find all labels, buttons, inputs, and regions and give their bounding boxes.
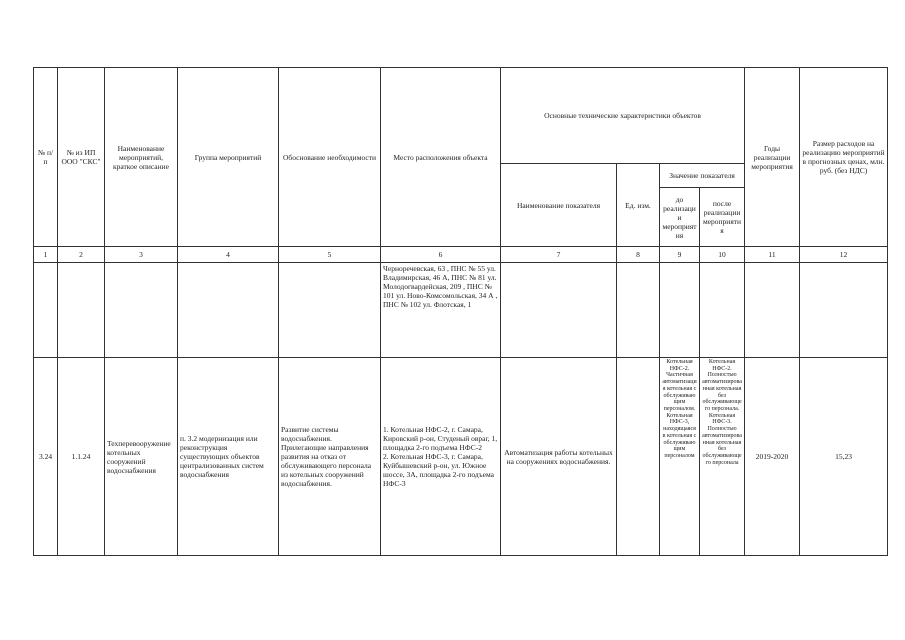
table-cell — [58, 263, 105, 358]
table-cell — [800, 263, 888, 358]
object-location: 1. Котельная НФС-2, г. Самара, Кировский р-он, Студеный овраг, 1, площадка 2-го подъема НФС-2 2. Котельная НФС-3, г. Самара, Куйбышевский р-он, ул. Южное шоссе, 3А, площадка 2-го подъема НФС-3 — [381, 358, 501, 556]
table-cell — [700, 263, 745, 358]
header-tech-characteristics: Основные технические характеристики объектов — [501, 68, 745, 164]
header-justification: Обоснование необходимости — [279, 68, 381, 247]
table-cell — [279, 263, 381, 358]
header-group: Группа мероприятий — [178, 68, 279, 247]
value-after: Котельная НФС-2. Полностью автоматизированная котельная без обслуживающего персонала. Котельная НФС-3. Полностью автоматизированная котельная без обслуживающего персонала — [700, 358, 745, 556]
table-row — [34, 358, 888, 556]
header-cost: Размер расходов на реализацию мероприятий в прогнозных ценах, млн. руб. (без НДС) — [800, 68, 888, 247]
value-before: Котельная НФС-2. Частичная автоматизация котельная с обслуживающим персоналом. Котельная НФС-3, находящаяся в котельная с обслуживающим персоналом — [660, 358, 700, 556]
column-number: 3 — [105, 247, 178, 263]
column-number: 1 — [34, 247, 58, 263]
column-number: 4 — [178, 247, 279, 263]
column-number: 10 — [700, 247, 745, 263]
table-cell — [105, 263, 178, 358]
column-number: 11 — [745, 247, 800, 263]
continuation-row — [34, 263, 888, 358]
column-number: 2 — [58, 247, 105, 263]
column-number: 12 — [800, 247, 888, 263]
measure-group: п. 3.2 модернизация или реконструкция существующих объектов централизованных систем водоснабжения — [178, 358, 279, 556]
column-number: 9 — [660, 247, 700, 263]
header-name: Наименование мероприятий, краткое описание — [105, 68, 178, 247]
header-years: Годы реализации мероприятия — [745, 68, 800, 247]
column-numbers-row — [34, 247, 888, 263]
header-indicator-values: Значение показателя — [660, 164, 745, 188]
table-cell — [34, 263, 58, 358]
header-num: № п/п — [34, 68, 58, 247]
table-cell — [501, 263, 617, 358]
column-number: 5 — [279, 247, 381, 263]
row-number: 3.24 — [34, 358, 58, 556]
measure-name: Техперевооружение котельных сооружений водоснабжения — [105, 358, 178, 556]
header-ip-num: № из ИП ООО "СКС" — [58, 68, 105, 247]
unit — [617, 358, 660, 556]
cost-value: 15,23 — [800, 358, 888, 556]
header-after: после реализации мероприятия — [700, 188, 745, 247]
header-location: Место расположения объекта — [381, 68, 501, 247]
header-row-top — [34, 68, 888, 164]
ip-number: 1.1.24 — [58, 358, 105, 556]
header-before: до реализации мероприятия — [660, 188, 700, 247]
investment-program-table — [33, 67, 888, 556]
column-number: 7 — [501, 247, 617, 263]
header-indicator-name: Наименование показателя — [501, 164, 617, 247]
table-cell — [660, 263, 700, 358]
column-number: 6 — [381, 247, 501, 263]
indicator-name: Автоматизация работы котельных на сооружениях водоснабжения. — [501, 358, 617, 556]
column-number: 8 — [617, 247, 660, 263]
table-cell — [178, 263, 279, 358]
justification: Развитие системы водоснабжения. Прилегающие направления развития на отказ от обслуживающего персонала из котельных сооружений водоснабжения. — [279, 358, 381, 556]
implementation-years: 2019-2020 — [745, 358, 800, 556]
table-cell — [617, 263, 660, 358]
location-cell: Черноречевская, 63 , ПНС № 55 ул. Владимирская, 46 А, ПНС № 81 ул. Молодогвардейская, 209 , ПНС № 101 ул. Ново-Комсомольская, 34 А , ПНС № 102 ул. Флотская, 1 — [381, 263, 501, 358]
header-unit: Ед. изм. — [617, 164, 660, 247]
table-cell — [745, 263, 800, 358]
